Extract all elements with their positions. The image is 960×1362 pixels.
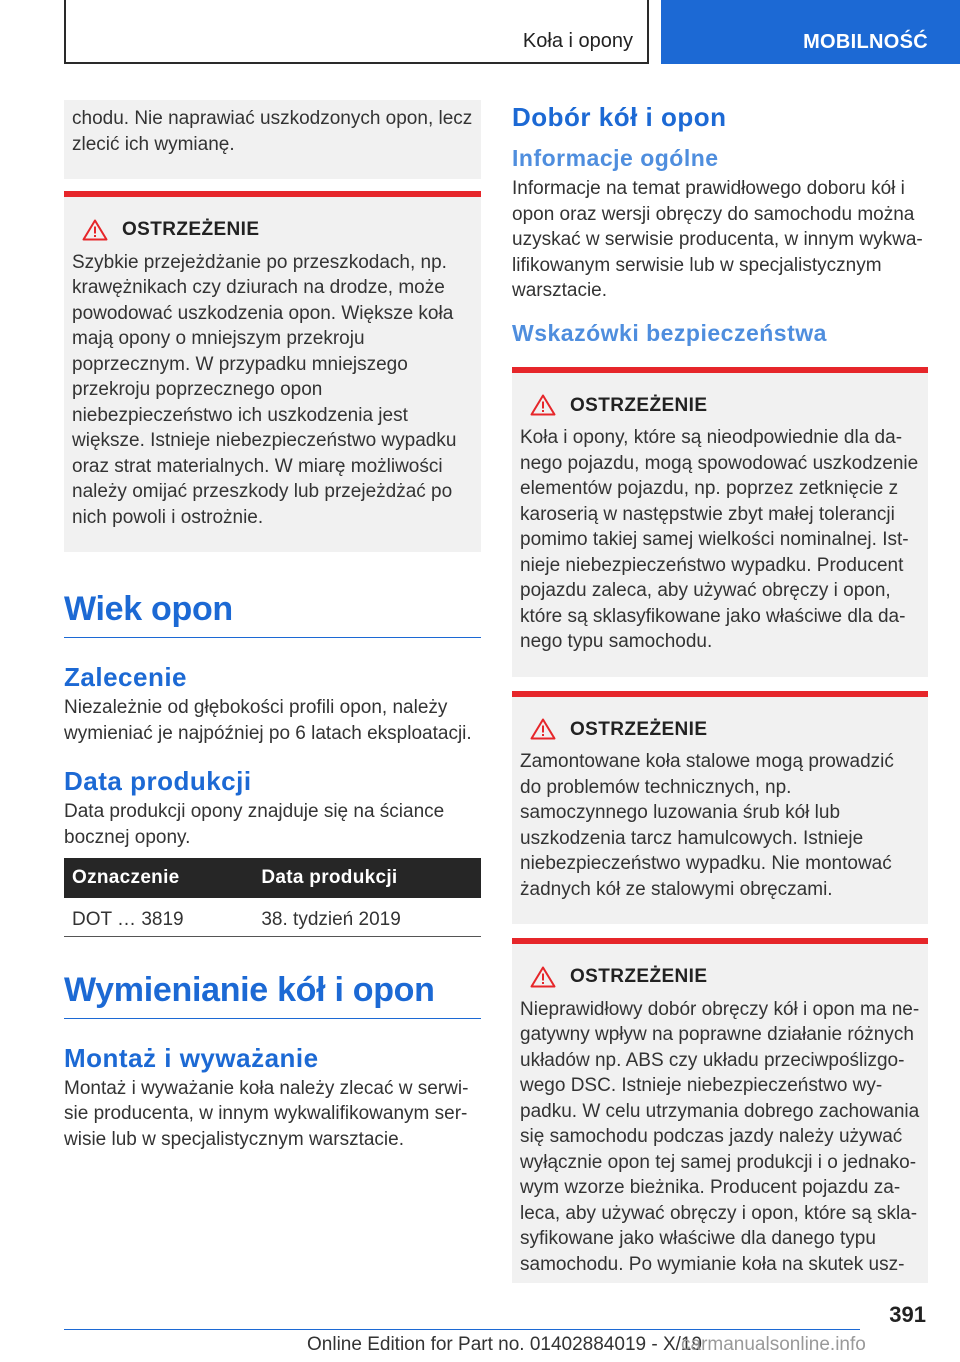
table-cell: DOT … 3819 [64,898,249,936]
warning-text: Koła i opony, które są nieodpowiednie dla danego pojazdu, mogą spowodować uszkodzenie elementów pojazdu, np. poprzez zetknięcie z karoserią w następstwie zbyt małej tolerancji pomimo takiej samej wielkości nominalnej. Istnieje niebezpieczeństwo wypadku. Producent pojazdu zaleca, aby używać obręczy i opon, które są sklasyfikowane jako właściwe dla danego typu samochodu. [520,427,919,652]
warning-header [520,964,920,990]
table-row [64,898,481,936]
footer-divider [64,1329,860,1330]
warning-box-wrong-selection [512,938,928,1283]
warning-triangle-icon [530,966,556,988]
mount-balance-text: Montaż i wyważanie koła należy zlecać w serwisie producenta, w innym wykwalifikowanym serwisie lub w specjalistycznym warsztacie. [64,1077,469,1150]
heading-general-info: Informacje ogólne [512,145,719,171]
warning-box-steel-wheels [512,691,928,925]
warning-text: Szybkie przejeżdżanie po przeszkodach, np. krawężnikach czy dziurach na drodze, może powodować uszkodzenia opon. Większe koła mają opony o mniejszym przekroju poprzecznym. W przypadku mniejszego przekroju poprzecznego opon niebezpieczeństwo ich uszkodzenia jest większe. Istnieje niebezpieczeństwo wypadku oraz strat materialnych. W miarę możliwości należy omijać przeszkody lub przejeżdżać po nich powoli i ostrożnie. [72,251,457,528]
table-header-cell: Oznaczenie [64,858,249,898]
page-number: 391 [889,1302,926,1327]
warning-title: OSTRZEŻENIE [570,394,708,416]
table-cell: 38. tydzień 2019 [249,898,481,936]
heading-recommendation: Zalecenie [64,662,188,692]
heading-wheel-selection: Dobór kół i opon [512,102,727,132]
footer-watermark: carmanualsonline.info [681,1334,866,1355]
chapter-title: Koła i opony [522,30,633,52]
general-info-text: Informacje na temat prawidłowego doboru kół i opon oraz wersji obręczy do samochodu można uzyskać w serwisie producenta, w innym wykwalifikowanym serwisie lub w specjalistycznym warsztacie. [512,178,923,301]
warning-title: OSTRZEŻENIE [570,718,708,740]
warning-box-unsuitable-wheels [512,367,928,677]
warning-header [72,217,473,243]
warning-title: OSTRZEŻENIE [570,966,708,987]
warning-header [520,393,920,419]
warning-text: Zamontowane koła stalowe mogą prowadzić do problemów technicznych, np. samoczynnego luzowania śrub kół lub uszkodzenia tarcz hamulcowych. Istnieje niebezpieczeństwo wypadku. Nie montować żadnych kół ze stalowymi obręczami. [520,751,894,900]
heading-mount-balance: Montaż i wyważanie [64,1042,319,1073]
production-date-text: Data produkcji opony znajduje się na ściance bocznej opony. [64,801,445,848]
recommendation-text: Niezależnie od głębokości profili opon, należy wymieniać je najpóźniej po 6 latach eksploatacji. [64,697,472,744]
continuation-box [64,100,481,179]
warning-triangle-icon [82,219,108,241]
left-column [64,100,481,1152]
header-chapter-box [64,0,649,64]
footer-edition: Online Edition for Part no. 01402884019 - X/19 [307,1334,703,1355]
continuation-text: chodu. Nie naprawiać uszkodzonych opon, lecz zlecić ich wymianę. [72,108,473,155]
production-date-table [64,858,481,937]
warning-header [520,717,920,743]
table-header-cell: Data produkcji [249,858,481,898]
header-section-tab [661,0,960,64]
heading-production-date: Data produkcji [64,766,252,796]
warning-title: OSTRZEŻENIE [122,219,260,240]
right-column [512,100,928,1283]
heading-tire-age: Wiek opon [64,590,481,638]
heading-safety-notes: Wskazówki bezpieczeństwa [512,319,827,346]
heading-replacing: Wymienianie kół i opon [64,971,481,1019]
warning-box-obstacles [64,191,481,552]
warning-triangle-icon [530,718,556,740]
warning-text: Nieprawidłowy dobór obręczy kół i opon ma negatywny wpływ na poprawne działanie różnych układów np. ABS czy układu przeciwpoślizgowego DSC. Istnieje niebezpieczeństwo wypadku. W celu utrzymania dobrego zachowania się samochodu podczas jazdy należy używać wyłącznie opon tej samej produkcji i o jednakowym wzorze bieżnika. Producent pojazdu zaleca, aby używać obręczy i opon, które są sklasyfikowane jako właściwe dla danego typu samochodu. Po wymianie koła na skutek usz- [520,998,920,1275]
warning-triangle-icon [530,394,556,416]
section-title: MOBILNOŚĆ [803,31,928,53]
table-header-row [64,858,481,898]
